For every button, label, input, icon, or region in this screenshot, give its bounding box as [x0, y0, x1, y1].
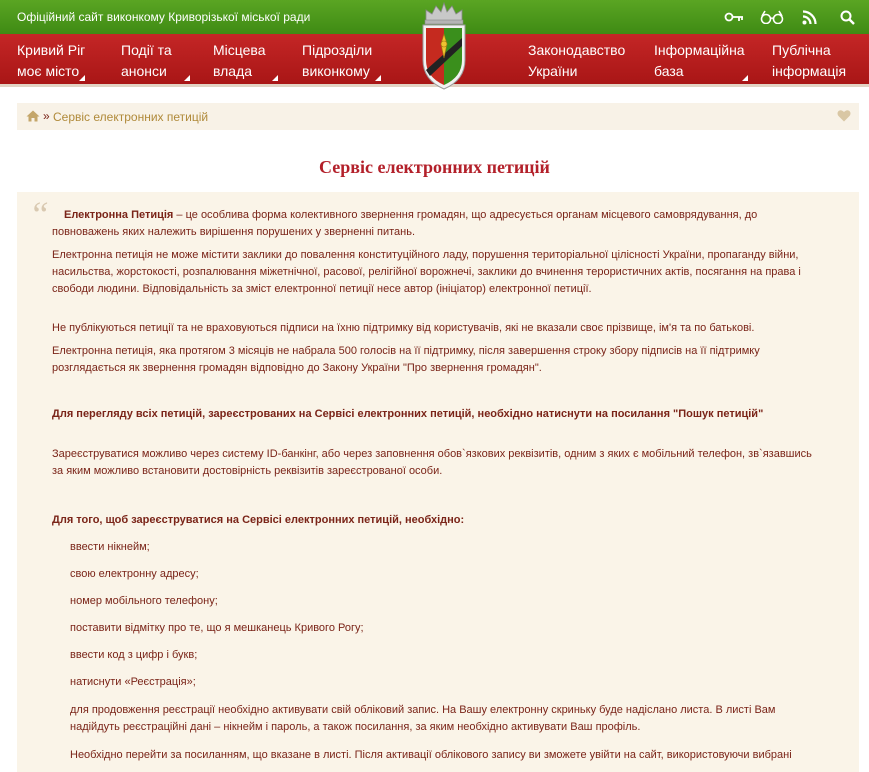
breadcrumb	[17, 103, 859, 130]
nav-item-public-info[interactable]: Публічна інформація	[772, 42, 847, 79]
key-icon[interactable]	[720, 0, 747, 34]
nav-arrow-icon	[375, 75, 381, 81]
signatures-note: Не публікуються петиції та не враховуються підписи на їхню підтримку від користувачів, які не вказали своє прізвище, ім'я та по батькові.	[52, 322, 755, 334]
breadcrumb-current[interactable]: Сервіс електронних петицій	[53, 110, 209, 124]
restrictions-line3: свободи людини. Відповідальність за зміст електронної петиції несе автор (ініціатор) електронної петиції.	[52, 283, 592, 295]
nav-item-legislation[interactable]: Законодавство України	[528, 42, 626, 79]
registration-info-line2: за яким можливо встановити достовірність реквізитів зареєстрованої особи.	[52, 465, 443, 477]
nav-arrow-icon	[272, 75, 278, 81]
search-petitions-note: Для перегляду всіх петицій, зареєстрованих на Сервісі електронних петицій, необхідно натиснути на посилання "Пошук петицій"	[52, 408, 764, 420]
activation-note-line2: надійдуть реєстраційні дані – нікнейм і пароль, а також посилання, за яким необхідно активувати Ваш профіль.	[70, 721, 641, 733]
home-icon[interactable]	[26, 110, 40, 125]
quote-icon: “	[29, 194, 50, 234]
nav-item-local-government[interactable]: Місцева влада	[213, 40, 266, 82]
intro-paragraph-line2: повноважень яких належить вирішення порушених у зверненні питань.	[52, 226, 416, 238]
breadcrumb-separator: »	[43, 109, 50, 123]
threshold-line2: розглядається як звернення громадян відповідно до Закону України "Про звернення громадян".	[52, 362, 542, 374]
registration-steps-heading: Для того, щоб зареєструватися на Сервісі електронних петицій, необхідно:	[52, 514, 465, 526]
activation-note-line1: для продовження реєстрації необхідно активувати свій обліковий запис. На Вашу електронну скриньку буде надіслано листа. В листі Вам	[70, 704, 776, 716]
nav-item-events[interactable]: Події та анонси	[121, 40, 172, 82]
intro-paragraph: Електронна Петиція – це особлива форма колективного звернення громадян, що адресується органам місцевого самоврядування, до	[64, 209, 758, 221]
list-item: ввести нікнейм;	[70, 541, 150, 553]
list-item: свою електронну адресу;	[70, 568, 199, 580]
list-item: натиснути «Реєстрація»;	[70, 676, 196, 688]
nav-arrow-icon	[742, 75, 748, 81]
restrictions-line1: Електронна петиція не може містити заклики до повалення конституційного ладу, порушення територіальної цілісності України, пропаганду війни,	[52, 249, 799, 261]
nav-item-departments[interactable]: Підрозділи виконкому	[302, 40, 372, 82]
page-title: Сервіс електронних петицій	[319, 157, 550, 177]
restrictions-line2: насильства, жорстокості, розпалювання міжетнічної, расової, релігійної ворожнечі, заклики до вчинення терористичних актів, посягання на права і	[52, 266, 801, 278]
nav-arrow-icon	[79, 75, 85, 81]
list-item: номер мобільного телефону;	[70, 595, 218, 607]
city-emblem-logo[interactable]	[414, 0, 474, 92]
intro-term: Електронна Петиція	[64, 209, 174, 221]
glasses-icon[interactable]	[758, 0, 785, 34]
top-icons	[709, 0, 869, 34]
search-icon[interactable]	[834, 0, 861, 34]
petition-info-panel	[17, 192, 859, 772]
login-note-line1: Необхідно перейти за посиланням, що вказане в листі. Після активації облікового запису ви зможете увійти на сайт, використовуючи вибрані	[70, 749, 792, 761]
nav-item-info-base[interactable]: Інформаційна база	[654, 40, 745, 82]
heart-icon[interactable]	[837, 109, 851, 125]
list-item: поставити відмітку про те, що я мешканець Кривого Рогу;	[70, 622, 364, 634]
rss-icon[interactable]	[796, 0, 823, 34]
registration-info-line1: Зареєструватися можливо через систему ID-банкінг, або через заповнення обов`язкових реквізитів, одним з яких є мобільний телефон, зв`язавшись	[52, 448, 812, 460]
nav-item-kryvyi-rih[interactable]: Кривий Ріг моє місто	[17, 42, 86, 79]
site-title[interactable]: Офіційний сайт виконкому Криворізької міської ради	[17, 10, 311, 24]
nav-arrow-icon	[184, 75, 190, 81]
list-item: ввести код з цифр і букв;	[70, 649, 198, 661]
threshold-line1: Електронна петиція, яка протягом 3 місяців не набрала 500 голосів на її підтримку, після завершення строку збору підписів на її підтримку	[52, 345, 760, 357]
